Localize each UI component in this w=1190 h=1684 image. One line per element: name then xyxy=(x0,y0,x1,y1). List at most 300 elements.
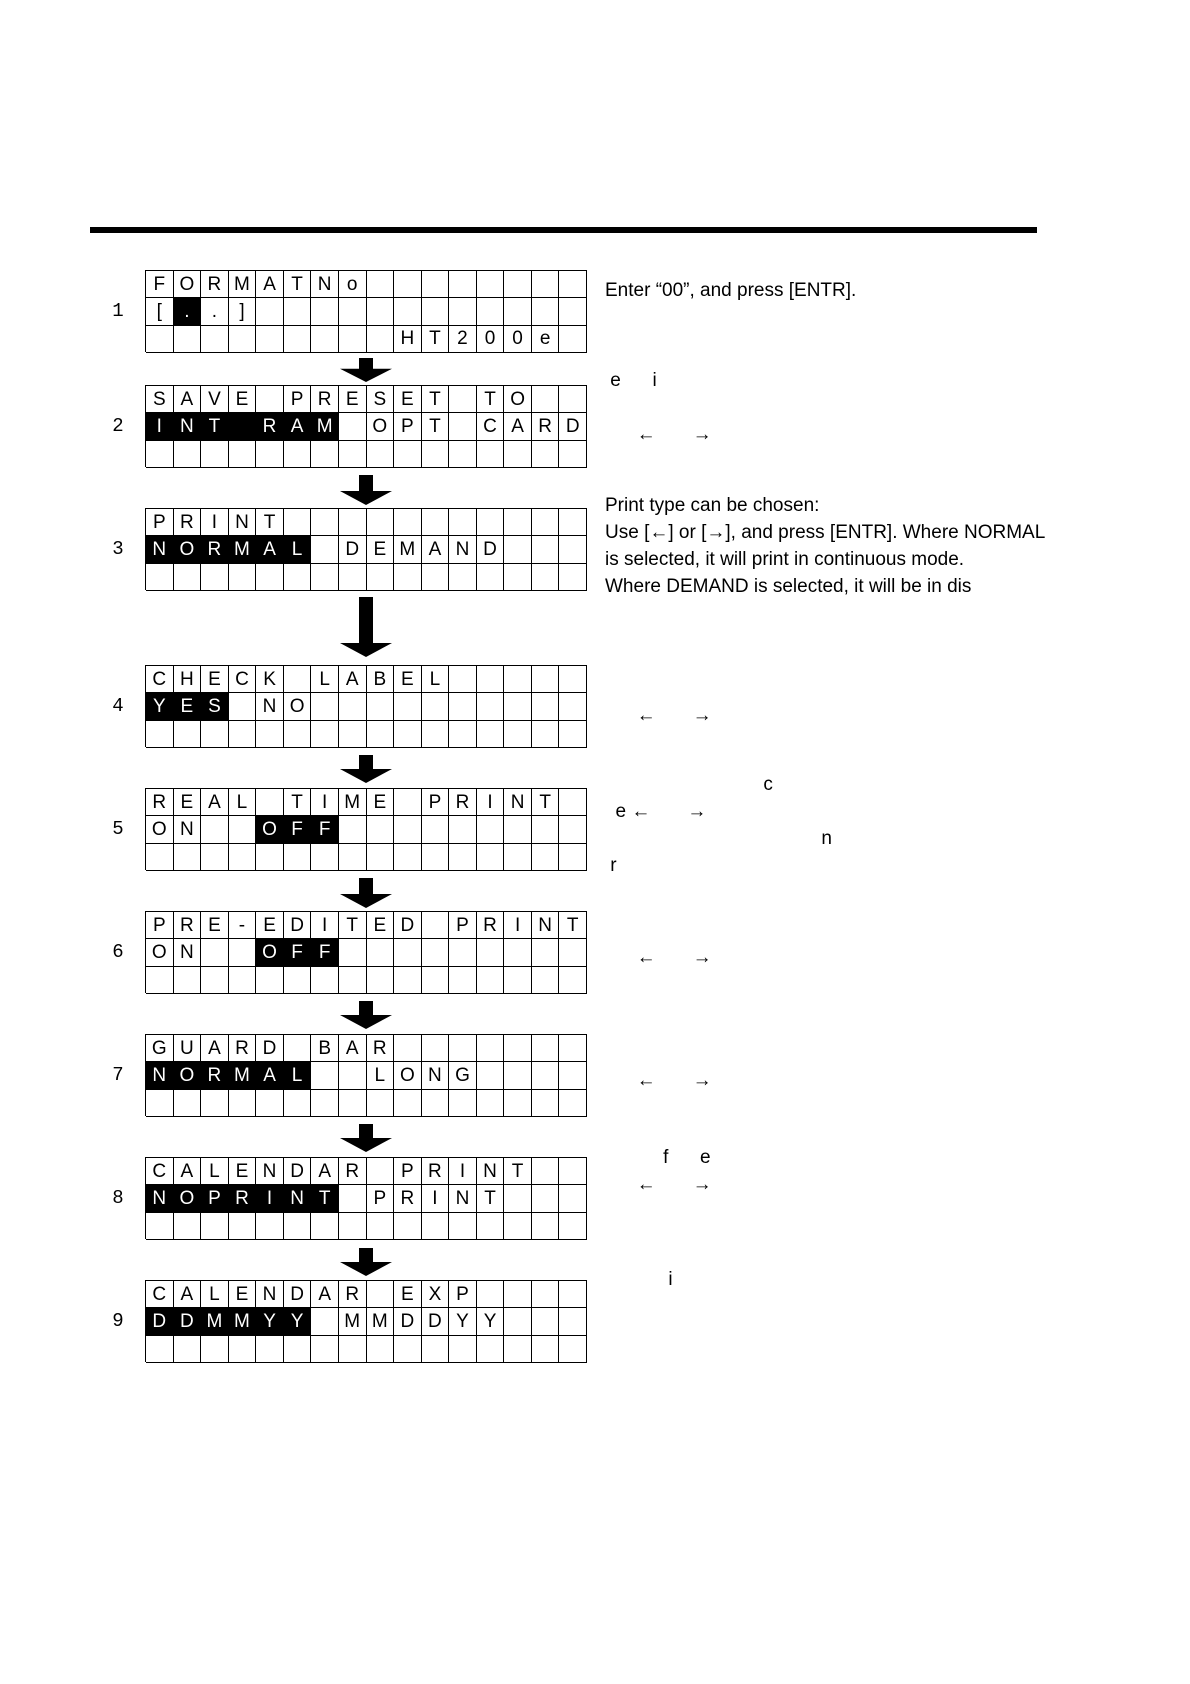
lcd-cell xyxy=(256,298,284,325)
lcd-cell: I xyxy=(311,789,339,816)
lcd-cell xyxy=(339,1090,367,1117)
lcd-cell xyxy=(339,1336,367,1363)
lcd-cell xyxy=(504,816,532,843)
lcd-cell: N xyxy=(174,816,202,843)
lcd-cell xyxy=(367,271,395,298)
lcd-cell xyxy=(367,721,395,748)
lcd-cell xyxy=(559,326,587,353)
lcd-cell: N xyxy=(146,1185,174,1212)
lcd-cell xyxy=(284,721,312,748)
description-line: Enter “00”, and press [ENTR]. xyxy=(605,280,857,301)
lcd-cell xyxy=(449,271,477,298)
lcd-cell: T xyxy=(477,1185,505,1212)
lcd-cell xyxy=(339,298,367,325)
description-line: Print type can be chosen: xyxy=(605,495,820,516)
lcd-cell xyxy=(367,1281,395,1308)
lcd-cell xyxy=(229,844,257,871)
lcd-cell: O xyxy=(394,1062,422,1089)
lcd-cell xyxy=(422,509,450,536)
lcd-cell xyxy=(449,1090,477,1117)
lcd-cell xyxy=(504,298,532,325)
lcd-cell xyxy=(504,1281,532,1308)
lcd-cell xyxy=(311,536,339,563)
lcd-cell: O xyxy=(174,536,202,563)
lcd-cell: L xyxy=(311,666,339,693)
lcd-cell xyxy=(449,509,477,536)
lcd-cell xyxy=(477,693,505,720)
description-line: Where DEMAND is selected, it will be in dis xyxy=(605,576,972,597)
lcd-cell: D xyxy=(256,1035,284,1062)
lcd-cell xyxy=(559,1185,587,1212)
step-description xyxy=(605,771,1075,879)
lcd-cell xyxy=(477,1062,505,1089)
lcd-cell: F xyxy=(311,939,339,966)
lcd-cell: I xyxy=(201,509,229,536)
lcd-row xyxy=(146,967,587,994)
lcd-display xyxy=(145,788,587,870)
lcd-cell xyxy=(229,564,257,591)
lcd-cell: M xyxy=(201,1308,229,1335)
lcd-cell xyxy=(339,967,367,994)
lcd-cell xyxy=(477,271,505,298)
lcd-cell: T xyxy=(339,912,367,939)
lcd-cell xyxy=(532,1035,560,1062)
lcd-cell xyxy=(559,1062,587,1089)
lcd-cell xyxy=(394,509,422,536)
lcd-cell xyxy=(229,1090,257,1117)
lcd-cell: P xyxy=(449,912,477,939)
down-arrow-icon xyxy=(340,878,392,908)
lcd-cell: A xyxy=(174,1281,202,1308)
lcd-row xyxy=(146,386,587,413)
lcd-cell xyxy=(477,298,505,325)
lcd-cell xyxy=(339,326,367,353)
arrow-shape xyxy=(340,597,392,657)
lcd-cell xyxy=(174,1090,202,1117)
lcd-cell xyxy=(477,666,505,693)
lcd-cell xyxy=(174,844,202,871)
lcd-cell xyxy=(146,1213,174,1240)
lcd-cell: X xyxy=(422,1281,450,1308)
lcd-cell xyxy=(559,789,587,816)
step-description xyxy=(605,367,1075,448)
lcd-cell xyxy=(284,564,312,591)
lcd-cell xyxy=(449,666,477,693)
lcd-cell: I xyxy=(311,912,339,939)
lcd-cell xyxy=(559,1336,587,1363)
lcd-cell: E xyxy=(201,666,229,693)
lcd-cell xyxy=(559,1213,587,1240)
lcd-cell xyxy=(174,564,202,591)
lcd-cell: Y xyxy=(449,1308,477,1335)
lcd-cell: A xyxy=(174,1158,202,1185)
lcd-cell xyxy=(422,967,450,994)
lcd-cell xyxy=(559,564,587,591)
lcd-cell xyxy=(256,844,284,871)
lcd-cell xyxy=(504,1336,532,1363)
lcd-row xyxy=(146,326,587,353)
lcd-cell: R xyxy=(229,1185,257,1212)
lcd-cell xyxy=(229,967,257,994)
lcd-cell: A xyxy=(422,536,450,563)
lcd-cell xyxy=(559,666,587,693)
lcd-cell xyxy=(201,721,229,748)
lcd-display xyxy=(145,1034,587,1116)
lcd-cell: I xyxy=(422,1185,450,1212)
lcd-cell xyxy=(532,1308,560,1335)
description-line xyxy=(605,917,1075,944)
lcd-cell xyxy=(146,326,174,353)
lcd-cell xyxy=(532,298,560,325)
lcd-cell xyxy=(559,1308,587,1335)
lcd-cell xyxy=(339,844,367,871)
lcd-row xyxy=(146,912,587,939)
lcd-cell: A xyxy=(339,1035,367,1062)
lcd-cell xyxy=(367,693,395,720)
lcd-cell xyxy=(201,816,229,843)
lcd-cell xyxy=(532,1090,560,1117)
lcd-cell xyxy=(394,816,422,843)
lcd-cell xyxy=(532,816,560,843)
lcd-cell xyxy=(174,441,202,468)
lcd-cell: E xyxy=(394,1281,422,1308)
lcd-cell xyxy=(394,564,422,591)
lcd-cell xyxy=(532,666,560,693)
lcd-cell: . xyxy=(201,298,229,325)
lcd-cell: N xyxy=(449,1185,477,1212)
step-description xyxy=(605,277,1075,304)
lcd-cell xyxy=(477,1213,505,1240)
lcd-cell: e xyxy=(532,326,560,353)
lcd-cell xyxy=(422,1090,450,1117)
lcd-cell: N xyxy=(256,693,284,720)
description-line xyxy=(605,394,1075,421)
lcd-cell xyxy=(256,721,284,748)
lcd-row xyxy=(146,564,587,591)
lcd-cell: M xyxy=(311,413,339,440)
lcd-cell xyxy=(449,413,477,440)
description-line: ← → xyxy=(605,705,712,726)
lcd-cell: L xyxy=(201,1158,229,1185)
lcd-cell: I xyxy=(256,1185,284,1212)
lcd-cell: P xyxy=(422,789,450,816)
lcd-cell: E xyxy=(394,386,422,413)
lcd-cell xyxy=(339,1185,367,1212)
lcd-cell xyxy=(394,1090,422,1117)
lcd-cell xyxy=(229,441,257,468)
lcd-row xyxy=(146,536,587,563)
lcd-cell xyxy=(532,939,560,966)
lcd-cell: K xyxy=(256,666,284,693)
lcd-cell: P xyxy=(146,509,174,536)
down-arrow-icon xyxy=(340,1248,392,1276)
lcd-display xyxy=(145,270,587,352)
lcd-cell xyxy=(284,441,312,468)
lcd-cell xyxy=(394,721,422,748)
lcd-cell: 2 xyxy=(449,326,477,353)
lcd-cell: F xyxy=(284,816,312,843)
lcd-cell xyxy=(339,939,367,966)
lcd-cell xyxy=(559,967,587,994)
lcd-cell: N xyxy=(229,509,257,536)
lcd-cell: T xyxy=(532,789,560,816)
arrow-shape xyxy=(340,1124,392,1152)
lcd-cell xyxy=(559,298,587,325)
lcd-cell: O xyxy=(174,1185,202,1212)
lcd-row xyxy=(146,1035,587,1062)
lcd-cell xyxy=(559,816,587,843)
lcd-cell xyxy=(201,1336,229,1363)
arrow-shape xyxy=(340,358,392,382)
lcd-cell xyxy=(256,789,284,816)
lcd-cell: R xyxy=(201,271,229,298)
lcd-cell: o xyxy=(339,271,367,298)
lcd-cell xyxy=(559,1035,587,1062)
lcd-cell: E xyxy=(229,1281,257,1308)
lcd-cell xyxy=(367,564,395,591)
lcd-cell xyxy=(394,1035,422,1062)
lcd-cell: T xyxy=(284,789,312,816)
lcd-cell: 0 xyxy=(477,326,505,353)
lcd-cell xyxy=(559,939,587,966)
lcd-cell: D xyxy=(339,536,367,563)
lcd-cell: B xyxy=(311,1035,339,1062)
lcd-cell xyxy=(449,1035,477,1062)
lcd-cell xyxy=(394,789,422,816)
lcd-cell: T xyxy=(559,912,587,939)
lcd-cell xyxy=(311,1090,339,1117)
lcd-cell xyxy=(559,1158,587,1185)
lcd-cell xyxy=(367,844,395,871)
lcd-cell xyxy=(284,1035,312,1062)
lcd-row xyxy=(146,298,587,325)
lcd-cell: I xyxy=(449,1158,477,1185)
lcd-cell xyxy=(201,1213,229,1240)
lcd-cell xyxy=(311,844,339,871)
lcd-cell xyxy=(174,1336,202,1363)
lcd-cell: T xyxy=(504,1158,532,1185)
lcd-cell: P xyxy=(367,1185,395,1212)
lcd-cell xyxy=(422,1213,450,1240)
lcd-row xyxy=(146,1090,587,1117)
lcd-cell xyxy=(284,298,312,325)
lcd-cell xyxy=(174,721,202,748)
step-description xyxy=(605,492,1075,600)
lcd-cell xyxy=(256,386,284,413)
lcd-cell: L xyxy=(422,666,450,693)
lcd-cell xyxy=(532,1213,560,1240)
lcd-cell xyxy=(256,1090,284,1117)
lcd-cell xyxy=(146,844,174,871)
lcd-cell xyxy=(256,441,284,468)
lcd-cell xyxy=(422,441,450,468)
lcd-cell: F xyxy=(146,271,174,298)
lcd-cell: A xyxy=(504,413,532,440)
lcd-cell: M xyxy=(339,789,367,816)
lcd-cell xyxy=(256,326,284,353)
lcd-cell xyxy=(449,441,477,468)
lcd-display xyxy=(145,508,587,590)
lcd-cell: T xyxy=(201,413,229,440)
description-line: e i xyxy=(605,370,657,391)
lcd-cell: M xyxy=(229,1308,257,1335)
step-description xyxy=(605,1144,1075,1198)
lcd-cell xyxy=(532,441,560,468)
lcd-cell: M xyxy=(367,1308,395,1335)
lcd-cell xyxy=(532,967,560,994)
lcd-cell: R xyxy=(339,1281,367,1308)
lcd-cell xyxy=(532,1185,560,1212)
lcd-cell: R xyxy=(394,1185,422,1212)
description-line: ← → xyxy=(605,424,712,445)
arrow-shape xyxy=(340,1001,392,1029)
lcd-cell xyxy=(422,298,450,325)
step-description xyxy=(605,1266,1075,1293)
lcd-cell xyxy=(146,1336,174,1363)
lcd-cell xyxy=(559,1090,587,1117)
lcd-cell xyxy=(367,1090,395,1117)
lcd-cell xyxy=(504,1062,532,1089)
lcd-cell xyxy=(284,1090,312,1117)
lcd-cell: C xyxy=(146,666,174,693)
lcd-cell xyxy=(477,1035,505,1062)
lcd-cell: R xyxy=(449,789,477,816)
lcd-cell xyxy=(146,564,174,591)
lcd-cell xyxy=(174,326,202,353)
lcd-cell: T xyxy=(477,386,505,413)
lcd-cell xyxy=(229,693,257,720)
lcd-cell: N xyxy=(256,1158,284,1185)
step-number: 1 xyxy=(112,300,124,322)
lcd-cell: T xyxy=(256,509,284,536)
lcd-cell xyxy=(422,939,450,966)
lcd-cell: D xyxy=(284,912,312,939)
lcd-cell: O xyxy=(174,1062,202,1089)
lcd-cell: N xyxy=(174,939,202,966)
lcd-cell xyxy=(504,721,532,748)
description-line: is selected, it will print in continuous mode. xyxy=(605,549,965,570)
lcd-cell: N xyxy=(174,413,202,440)
lcd-cell xyxy=(477,967,505,994)
lcd-cell xyxy=(504,666,532,693)
lcd-cell xyxy=(311,1336,339,1363)
step-description xyxy=(605,1040,1075,1094)
lcd-cell xyxy=(559,536,587,563)
lcd-cell xyxy=(339,509,367,536)
lcd-cell: R xyxy=(201,1062,229,1089)
lcd-cell xyxy=(201,844,229,871)
lcd-cell xyxy=(394,271,422,298)
lcd-cell xyxy=(532,509,560,536)
lcd-cell: C xyxy=(229,666,257,693)
lcd-cell xyxy=(532,1336,560,1363)
lcd-cell xyxy=(504,967,532,994)
lcd-cell: L xyxy=(201,1281,229,1308)
lcd-cell: M xyxy=(229,1062,257,1089)
lcd-cell: A xyxy=(339,666,367,693)
lcd-cell xyxy=(367,326,395,353)
lcd-cell xyxy=(146,441,174,468)
lcd-display xyxy=(145,665,587,747)
lcd-cell: A xyxy=(256,536,284,563)
lcd-cell: A xyxy=(256,271,284,298)
lcd-cell: R xyxy=(532,413,560,440)
down-arrow-icon xyxy=(340,1001,392,1029)
lcd-cell: P xyxy=(394,1158,422,1185)
lcd-row xyxy=(146,1281,587,1308)
lcd-cell xyxy=(449,721,477,748)
lcd-cell xyxy=(532,1158,560,1185)
lcd-cell: N xyxy=(284,1185,312,1212)
lcd-cell xyxy=(504,1090,532,1117)
lcd-cell: O xyxy=(256,939,284,966)
description-line: e ← → xyxy=(605,801,707,822)
lcd-cell xyxy=(367,1158,395,1185)
lcd-cell: 0 xyxy=(504,326,532,353)
lcd-cell xyxy=(532,721,560,748)
lcd-cell: I xyxy=(504,912,532,939)
lcd-display xyxy=(145,911,587,993)
lcd-row xyxy=(146,789,587,816)
lcd-cell xyxy=(532,536,560,563)
lcd-cell xyxy=(339,1213,367,1240)
lcd-cell xyxy=(146,721,174,748)
lcd-cell xyxy=(367,939,395,966)
lcd-cell xyxy=(311,1308,339,1335)
lcd-cell: L xyxy=(284,1062,312,1089)
lcd-cell: C xyxy=(146,1281,174,1308)
lcd-cell xyxy=(449,1213,477,1240)
lcd-cell: V xyxy=(201,386,229,413)
lcd-cell xyxy=(449,1336,477,1363)
lcd-cell: R xyxy=(422,1158,450,1185)
lcd-cell xyxy=(477,1090,505,1117)
lcd-cell xyxy=(311,298,339,325)
lcd-cell: P xyxy=(394,413,422,440)
lcd-cell xyxy=(504,1213,532,1240)
lcd-cell xyxy=(559,693,587,720)
lcd-cell xyxy=(146,1090,174,1117)
lcd-cell xyxy=(284,1213,312,1240)
lcd-cell xyxy=(256,564,284,591)
lcd-cell: D xyxy=(422,1308,450,1335)
lcd-cell xyxy=(339,721,367,748)
description-line: Use [←] or [→], and press [ENTR]. Where NORMAL xyxy=(605,522,1046,543)
step-number: 8 xyxy=(112,1187,124,1209)
lcd-cell xyxy=(477,939,505,966)
lcd-cell: M xyxy=(229,271,257,298)
lcd-cell xyxy=(367,1213,395,1240)
lcd-cell xyxy=(559,386,587,413)
lcd-cell xyxy=(311,693,339,720)
lcd-cell: C xyxy=(477,413,505,440)
lcd-cell xyxy=(504,1308,532,1335)
lcd-cell: D xyxy=(284,1281,312,1308)
lcd-cell: R xyxy=(146,789,174,816)
lcd-cell: E xyxy=(201,912,229,939)
lcd-cell xyxy=(229,721,257,748)
lcd-cell xyxy=(394,298,422,325)
lcd-cell xyxy=(422,1035,450,1062)
lcd-cell: P xyxy=(284,386,312,413)
lcd-cell xyxy=(284,509,312,536)
lcd-row xyxy=(146,1062,587,1089)
lcd-cell xyxy=(339,441,367,468)
lcd-cell: G xyxy=(146,1035,174,1062)
lcd-cell: E xyxy=(229,1158,257,1185)
lcd-cell xyxy=(477,1336,505,1363)
lcd-row xyxy=(146,816,587,843)
